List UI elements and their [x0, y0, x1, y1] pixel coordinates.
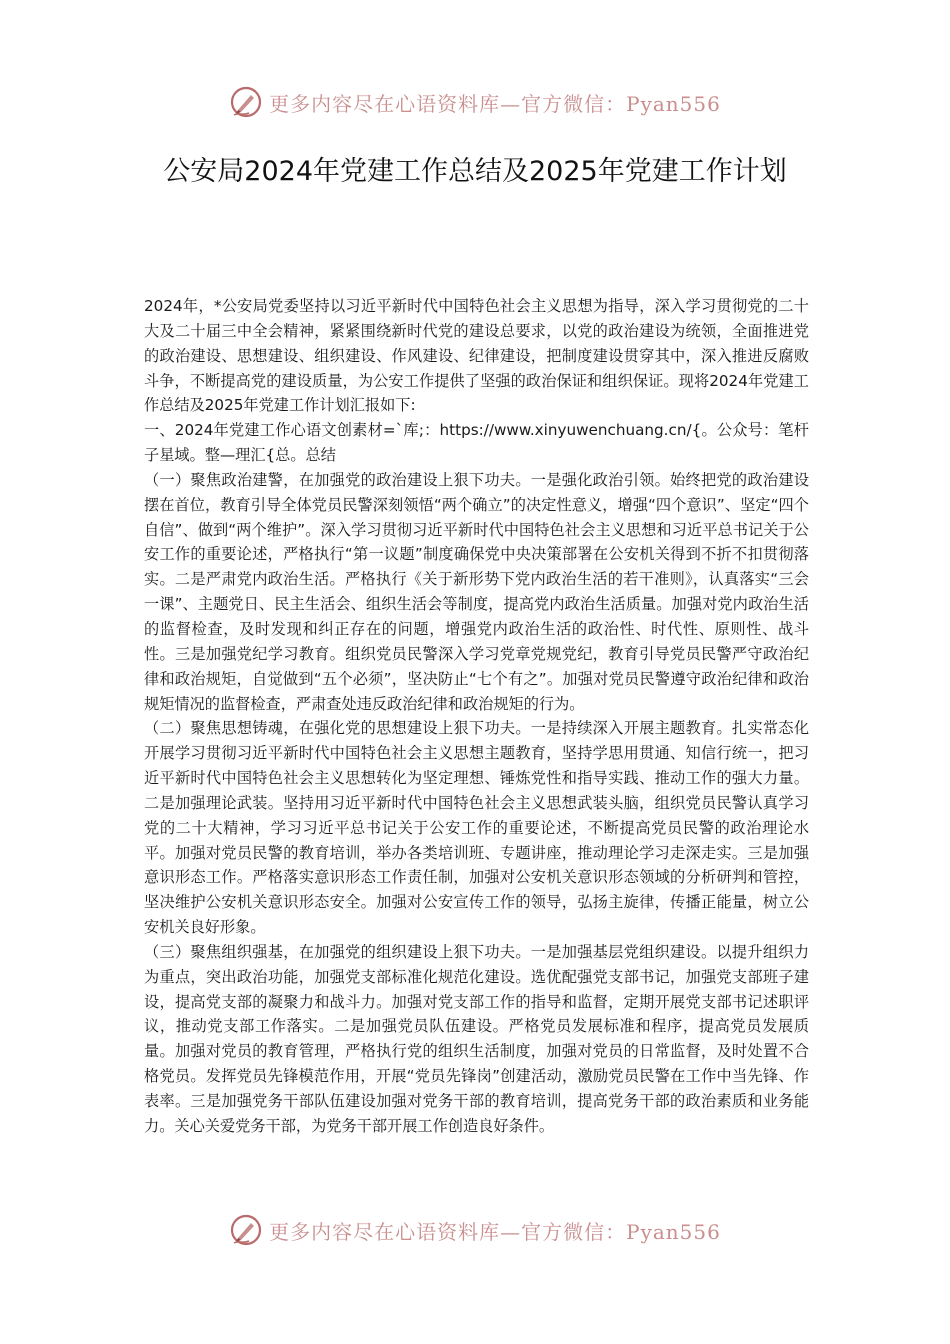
document-title: 公安局2024年党建工作总结及2025年党建工作计划	[163, 156, 787, 187]
paragraph-intro: 2024年，*公安局党委坚持以习近平新时代中国特色社会主义思想为指导，深入学习贯彻党的二十大及二十届三中全会精神，紧紧围绕新时代党的建设总要求，以党的政治建设为统领，全面推进党的政治建设、思想建设、组织建设、作风建设、纪律建设，把制度建设贯穿其中，深入推进反腐败斗争，不断提高党的建设质量，为公安工作提供了坚强的政治保证和组织保证。现将2024年党建工作总结及2025年党建工作计划汇报如下:	[144, 297, 809, 415]
document-body	[144, 294, 809, 1139]
watermark-footer	[0, 1210, 950, 1250]
paragraph-political-building: （一）聚焦政治建警，在加强党的政治建设上狠下功夫。一是强化政治引领。始终把党的政治建设摆在首位，教育引导全体党员民警深刻领悟“两个确立”的决定性意义，增强“四个意识”、坚定“四个自信”、做到“两个维护”。深入学习贯彻习近平新时代中国特色社会主义思想和习近平总书记关于公安工作的重要论述，严格执行“第一议题”制度确保党中央决策部署在公安机关得到不折不扣贯彻落实。二是严肃党内政治生活。严格执行《关于新形势下党内政治生活的若干准则》，认真落实“三会一课”、主题党日、民主生活会、组织生活会等制度，提高党内政治生活质量。加强对党内政治生活的监督检查，及时发现和纠正存在的问题，增强党内政治生活的政治性、时代性、原则性、战斗性。三是加强党纪学习教育。组织党员民警深入学习党章党规党纪，教育引导党员民警严守政治纪律和政治规矩，自觉做到“五个必须”，坚决防止“七个有之”。加强对党员民警遵守政治纪律和政治规矩情况的监督检查，严肃查处违反政治纪律和政治规矩的行为。	[144, 470, 809, 713]
paragraph-organizational-building: （三）聚焦组织强基，在加强党的组织建设上狠下功夫。一是加强基层党组织建设。以提升组织力为重点，突出政治功能，加强党支部标准化规范化建设。选优配强党支部书记，加强党支部班子建设，提高党支部的凝聚力和战斗力。加强对党支部工作的指导和监督，定期开展党支部书记述职评议，推动党支部工作落实。二是加强党员队伍建设。严格党员发展标准和程序，提高党员发展质量。加强对党员的教育管理，严格执行党的组织生活制度，加强对党员的日常监督，及时处置不合格党员。发挥党员先锋模范作用，开展“党员先锋岗”创建活动，激励党员民警在工作中当先锋、作表率。三是加强党务干部队伍建设加强对党务干部的教育培训，提高党务干部的政治素质和业务能力。关心关爱党务干部，为党务干部开展工作创造良好条件。	[144, 942, 809, 1135]
watermark-text: 更多内容尽在心语资料库—官方微信：Pyan556	[269, 1219, 721, 1244]
watermark-text: 更多内容尽在心语资料库—官方微信：Pyan556	[269, 91, 721, 116]
paragraph-ideological-building: （二）聚焦思想铸魂，在强化党的思想建设上狠下功夫。一是持续深入开展主题教育。扎实常态化开展学习贯彻习近平新时代中国特色社会主义思想主题教育，坚持学思用贯通、知信行统一，把习近平新时代中国特色社会主义思想转化为坚定理想、锤炼党性和指导实践、推动工作的强大力量。二是加强理论武装。坚持用习近平新时代中国特色社会主义思想武装头脑，组织党员民警认真学习党的二十大精神，学习习近平总书记关于公安工作的重要论述，不断提高党员民警的政治理论水平。加强对党员民警的教育培训，举办各类培训班、专题讲座，推动理论学习走深走实。三是加强意识形态工作。严格落实意识形态工作责任制，加强对公安机关意识形态领域的分析研判和管控，坚决维护公安机关意识形态安全。加强对公安宣传工作的领导，弘扬主旋律，传播正能量，树立公安机关良好形象。	[144, 719, 809, 937]
pen-in-circle-icon	[229, 85, 263, 119]
section-heading-1: 一、2024年党建工作心语文创素材=`库;：https://www.xinyuwenchuang.cn/{。公众号：笔杆子星域。整—理汇{总。总结	[144, 421, 809, 465]
watermark-header	[0, 82, 950, 122]
pen-in-circle-icon	[229, 1213, 263, 1247]
